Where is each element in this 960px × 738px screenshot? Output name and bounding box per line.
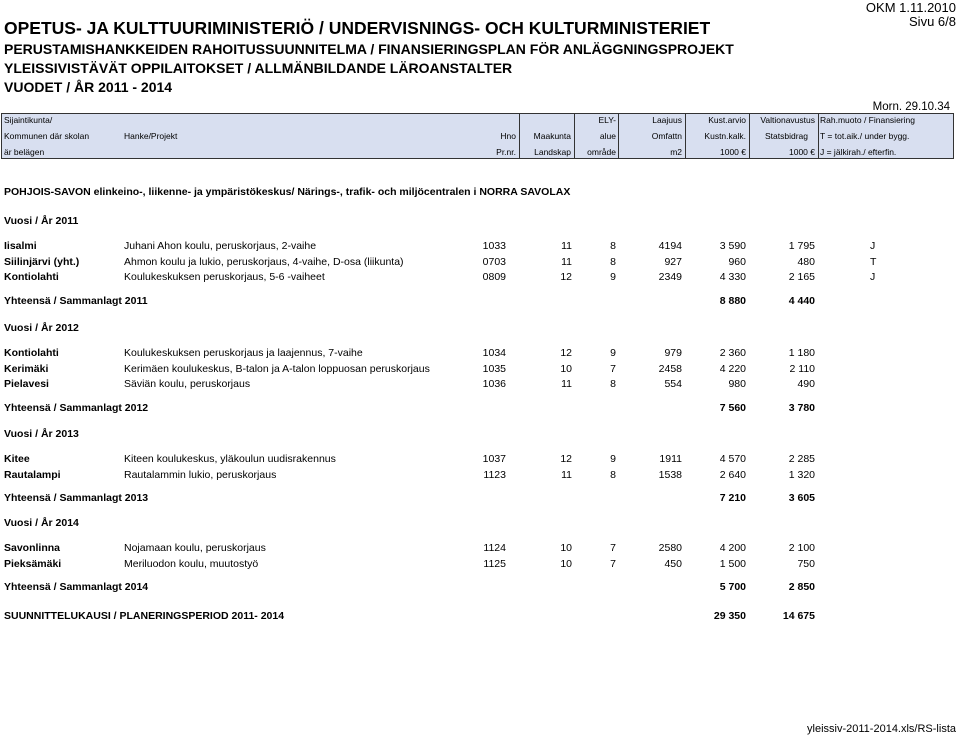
ely-area-cell: 8 bbox=[610, 469, 616, 481]
area-size-cell: 554 bbox=[664, 378, 682, 390]
project-cell: Rautalammin lukio, peruskorjaus bbox=[124, 469, 277, 481]
document-date: OKM 1.11.2010 bbox=[865, 0, 956, 15]
region-cell: 11 bbox=[561, 256, 572, 268]
col-header-financing-type: T = tot.aik./ under bygg. bbox=[820, 131, 910, 141]
state-grant-cell: 1 180 bbox=[788, 347, 815, 359]
header-divider bbox=[818, 113, 819, 159]
state-grant-cell: 750 bbox=[797, 558, 815, 570]
file-reference: yleissiv-2011-2014.xls/RS-lista bbox=[807, 723, 956, 735]
header-border-top bbox=[1, 113, 953, 114]
area-size-cell: 2349 bbox=[658, 271, 682, 283]
year-total-grant: 3 605 bbox=[788, 492, 815, 504]
year-total-cost: 7 560 bbox=[719, 402, 746, 414]
cost-estimate-cell: 4 200 bbox=[719, 542, 746, 554]
col-header-cost-estimate: Kustn.kalk. bbox=[704, 131, 746, 141]
col-header-area-size: Laajuus bbox=[652, 115, 682, 125]
ely-area-cell: 9 bbox=[610, 271, 616, 283]
project-cell: Nojamaan koulu, peruskorjaus bbox=[124, 542, 266, 554]
municipality-cell: Kontiolahti bbox=[4, 347, 59, 359]
year-total-cost: 8 880 bbox=[719, 295, 746, 307]
area-size-cell: 2458 bbox=[658, 363, 682, 375]
header-divider bbox=[953, 113, 954, 159]
project-number-cell: 1125 bbox=[483, 558, 506, 570]
municipality-cell: Rautalampi bbox=[4, 469, 61, 481]
municipality-cell: Kitee bbox=[4, 453, 30, 465]
state-grant-cell: 2 165 bbox=[788, 271, 815, 283]
col-header-cost-estimate: Kust.arvio bbox=[708, 115, 746, 125]
municipality-cell: Savonlinna bbox=[4, 542, 61, 554]
financing-type-cell: J bbox=[870, 240, 876, 252]
project-number-cell: 0703 bbox=[482, 256, 506, 268]
project-number-cell: 1124 bbox=[483, 542, 506, 554]
state-grant-cell: 2 110 bbox=[789, 363, 815, 375]
area-size-cell: 1538 bbox=[658, 469, 682, 481]
year-heading: Vuosi / År 2013 bbox=[4, 428, 79, 440]
project-number-cell: 1035 bbox=[482, 363, 506, 375]
col-header-region: Landskap bbox=[534, 147, 571, 157]
ely-area-cell: 7 bbox=[610, 542, 616, 554]
municipality-cell: Kontiolahti bbox=[4, 271, 59, 283]
document-subtitle-years: VUODET / ÅR 2011 - 2014 bbox=[4, 79, 173, 95]
ely-area-cell: 7 bbox=[610, 558, 616, 570]
col-header-project-number: Pr.nr. bbox=[496, 147, 516, 157]
cost-estimate-cell: 4 570 bbox=[719, 453, 746, 465]
region-cell: 11 bbox=[561, 240, 572, 252]
project-cell: Juhani Ahon koulu, peruskorjaus, 2-vaihe bbox=[124, 240, 317, 252]
municipality-cell: Pielavesi bbox=[4, 378, 49, 390]
project-number-cell: 1033 bbox=[482, 240, 506, 252]
page-number: Sivu 6/8 bbox=[909, 14, 956, 29]
year-total-grant: 4 440 bbox=[788, 295, 815, 307]
col-header-ely-area: område bbox=[587, 147, 616, 157]
col-header-financing-type: Rah.muoto / Finansiering bbox=[820, 115, 915, 125]
area-size-cell: 927 bbox=[664, 256, 682, 268]
project-cell: Koulukeskuksen peruskorjaus, 5-6 -vaiheet bbox=[124, 271, 325, 283]
area-size-cell: 450 bbox=[664, 558, 682, 570]
document-title: OPETUS- JA KULTTUURIMINISTERIÖ / UNDERVISNINGS- OCH KULTURMINISTERIET bbox=[4, 18, 711, 38]
project-cell: Koulukeskuksen peruskorjaus ja laajennus, 7-vaihe bbox=[124, 347, 363, 359]
state-grant-cell: 490 bbox=[797, 378, 815, 390]
state-grant-cell: 2 100 bbox=[788, 542, 815, 554]
state-grant-cell: 2 285 bbox=[788, 453, 815, 465]
header-border-bottom bbox=[1, 158, 953, 159]
area-size-cell: 4194 bbox=[658, 240, 682, 252]
area-size-cell: 979 bbox=[664, 347, 682, 359]
cost-estimate-cell: 4 330 bbox=[719, 271, 746, 283]
grand-total-label: SUUNNITTELUKAUSI / PLANERINGSPERIOD 2011- 2014 bbox=[4, 610, 285, 622]
year-total-cost: 7 210 bbox=[719, 492, 746, 504]
col-header-project: Hanke/Projekt bbox=[124, 131, 178, 141]
year-total-grant: 3 780 bbox=[788, 402, 815, 414]
project-number-cell: 1036 bbox=[482, 378, 506, 390]
region-cell: 11 bbox=[561, 378, 572, 390]
region-cell: 12 bbox=[560, 347, 572, 359]
municipality-cell: Pieksämäki bbox=[4, 558, 62, 570]
col-header-area-size: m2 bbox=[670, 147, 682, 157]
region-cell: 12 bbox=[560, 271, 572, 283]
municipality-cell: Iisalmi bbox=[4, 240, 37, 252]
municipality-cell: Kerimäki bbox=[4, 363, 49, 375]
state-grant-cell: 480 bbox=[797, 256, 815, 268]
col-header-area-size: Omfattn bbox=[651, 131, 682, 141]
col-header-region: Maakunta bbox=[533, 131, 571, 141]
year-total-label: Yhteensä / Sammanlagt 2012 bbox=[4, 402, 149, 414]
year-heading: Vuosi / År 2011 bbox=[4, 215, 79, 227]
ely-area-cell: 7 bbox=[610, 363, 616, 375]
col-header-ely-area: ELY- bbox=[598, 115, 616, 125]
document-subtitle-financing-plan: PERUSTAMISHANKKEIDEN RAHOITUSSUUNNITELMA / FINANSIERINGSPLAN FÖR ANLÄGGNINGSPROJEKT bbox=[4, 41, 734, 57]
region-cell: 12 bbox=[560, 453, 572, 465]
ely-area-cell: 9 bbox=[610, 453, 616, 465]
cost-estimate-cell: 2 640 bbox=[719, 469, 746, 481]
year-total-label: Yhteensä / Sammanlagt 2011 bbox=[4, 295, 148, 307]
municipality-cell: Siilinjärvi (yht.) bbox=[4, 256, 80, 268]
grand-total-cost: 29 350 bbox=[713, 610, 746, 622]
cost-estimate-cell: 980 bbox=[728, 378, 746, 390]
ely-area-cell: 8 bbox=[610, 256, 616, 268]
cost-estimate-cell: 2 360 bbox=[719, 347, 746, 359]
region-cell: 11 bbox=[561, 469, 572, 481]
cost-estimate-cell: 3 590 bbox=[719, 240, 746, 252]
project-number-cell: 0809 bbox=[482, 271, 506, 283]
header-divider bbox=[1, 113, 2, 159]
year-total-cost: 5 700 bbox=[719, 581, 746, 593]
financing-type-cell: T bbox=[870, 256, 877, 268]
cost-estimate-cell: 1 500 bbox=[719, 558, 746, 570]
project-cell: Säviän koulu, peruskorjaus bbox=[124, 378, 251, 390]
project-number-cell: 1034 bbox=[482, 347, 506, 359]
project-number-cell: 1037 bbox=[482, 453, 506, 465]
col-header-state-grant: Valtionavustus bbox=[760, 115, 815, 125]
region-cell: 10 bbox=[560, 542, 572, 554]
col-header-ely-area: alue bbox=[599, 131, 616, 141]
financing-type-cell: J bbox=[870, 271, 876, 283]
ely-area-cell: 8 bbox=[610, 240, 616, 252]
col-header-state-grant: 1000 € bbox=[789, 147, 815, 157]
ely-area-cell: 9 bbox=[610, 347, 616, 359]
project-cell: Meriluodon koulu, muutostyö bbox=[124, 558, 259, 570]
col-header-project-number: Hno bbox=[500, 131, 516, 141]
region-title: POHJOIS-SAVON elinkeino-, liikenne- ja ympäristökeskus/ Närings-, trafik- och miljöcentralen i NORRA SAVOLAX bbox=[4, 186, 571, 198]
project-cell: Kiteen koulukeskus, yläkoulun uudisrakennus bbox=[124, 453, 336, 465]
area-size-cell: 1911 bbox=[659, 453, 682, 465]
state-grant-cell: 1 320 bbox=[788, 469, 815, 481]
state-grant-cell: 1 795 bbox=[788, 240, 815, 252]
col-header-municipality: Kommunen där skolan bbox=[4, 131, 90, 141]
region-cell: 10 bbox=[560, 363, 572, 375]
year-heading: Vuosi / År 2012 bbox=[4, 322, 79, 334]
print-stamp: Morn. 29.10.34 bbox=[872, 101, 950, 113]
project-number-cell: 1123 bbox=[483, 469, 506, 481]
grand-total-grant: 14 675 bbox=[782, 610, 815, 622]
col-header-municipality: Sijaintikunta/ bbox=[4, 115, 53, 125]
region-cell: 10 bbox=[560, 558, 572, 570]
year-heading: Vuosi / År 2014 bbox=[4, 517, 79, 529]
cost-estimate-cell: 960 bbox=[728, 256, 746, 268]
col-header-financing-type: J = jälkirah./ efterfin. bbox=[820, 147, 897, 157]
cost-estimate-cell: 4 220 bbox=[719, 363, 746, 375]
document-subtitle-school-type: YLEISSIVISTÄVÄT OPPILAITOKSET / ALLMÄNBILDANDE LÄROANSTALTER bbox=[4, 60, 513, 76]
col-header-state-grant: Statsbidrag bbox=[765, 131, 808, 141]
area-size-cell: 2580 bbox=[658, 542, 682, 554]
year-total-grant: 2 850 bbox=[788, 581, 815, 593]
project-cell: Ahmon koulu ja lukio, peruskorjaus, 4-vaihe, D-osa (liikunta) bbox=[124, 256, 404, 268]
col-header-cost-estimate: 1000 € bbox=[720, 147, 746, 157]
year-total-label: Yhteensä / Sammanlagt 2014 bbox=[4, 581, 149, 593]
ely-area-cell: 8 bbox=[610, 378, 616, 390]
col-header-municipality: är belägen bbox=[4, 147, 45, 157]
year-total-label: Yhteensä / Sammanlagt 2013 bbox=[4, 492, 149, 504]
project-cell: Kerimäen koulukeskus, B-talon ja A-talon loppuosan peruskorjaus bbox=[124, 363, 430, 375]
